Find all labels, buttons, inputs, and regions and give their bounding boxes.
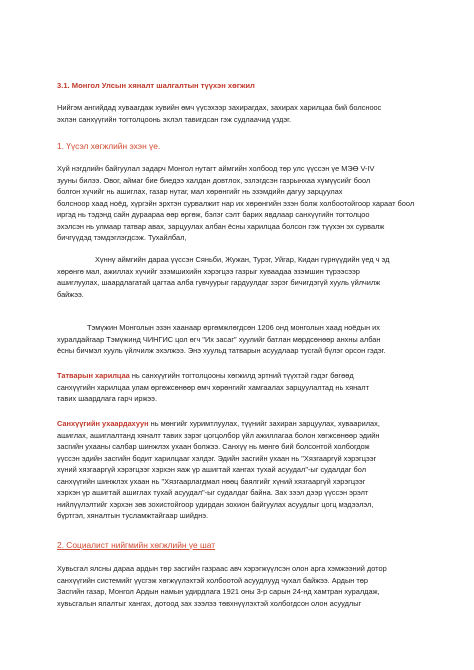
paragraph-line: эхлэн санхүүгийн тогтолцоонь эхлэл тавигдсан гэж судлаачид үздэг. xyxy=(57,114,292,124)
paragraph-line: Хүй нэгдлийн байгуулал задарч Монгол нутагт аймгийн холбоод төр улс үүссэн үе МЭӨ V-IV xyxy=(57,164,375,173)
paragraph-line: санхүүгийн харилцаа улам өргөжсөнөөр өмч хөрөнгийг хамгаалах зарцуулалтад нь хяналт xyxy=(57,382,369,392)
paragraph-5 xyxy=(57,418,419,522)
paragraph-line xyxy=(57,370,419,382)
paragraph-4 xyxy=(57,370,419,405)
section-heading-1 xyxy=(57,140,419,152)
paragraph-6 xyxy=(57,563,419,609)
document-title: 3.1. Монгол Улсын хяналт шалгалтын түүхэн хөгжил xyxy=(57,81,255,90)
paragraph-line: ёсны бичмэл хууль үйлчилж эхэлжээ. Энэ хуульд татварын асуудлаар тусгай бүлэг орсон гэдэг. xyxy=(57,346,386,355)
paragraph-line: үүссэн эдийн засгийн бодит харилцааг хэлдэг. Эдийн засгийн ухаан нь "Хязгааргүй хэрэгцээг xyxy=(57,453,377,463)
highlight-term: Санхүүгийн ухаардахуун xyxy=(57,419,149,428)
paragraph-line: санхүүгийн шинжлэх ухаан нь "Хязгаарлагдмал нөөц баялгийг хүний хязгааргүй хэрэгцээг xyxy=(57,476,366,486)
document-title-block xyxy=(57,80,419,92)
paragraph-line: байжээ. xyxy=(57,289,84,299)
paragraph-line: Хувьсгал ялсны дараа ардын төр засгийн газраас авч хэрэгжүүлсэн олон арга хэмжээний дотор xyxy=(57,564,387,573)
paragraph-line: нийлүүлэлтийг хэрхэн зөв зохистойгоор удирдан зохион байгуулах асуудлыг цогц мэдээлэл, xyxy=(57,499,374,509)
paragraph-1 xyxy=(57,163,419,244)
paragraph-line: хэрхэн үр ашигтай ашиглах тухай асуудал"-ыг судалдаг байна. Зах зээл дээр үүссэн эрэлт xyxy=(57,488,369,497)
section-heading-2 xyxy=(57,539,419,551)
paragraph-line: ашиглах, ашиглалтанд хяналт тавих зэрэг цогцолбор үйл ажиллагаа болон хөгжсөнөөр эдийн xyxy=(57,430,380,440)
paragraph-line: хүний хязгааргүй хэрэгцээг хэрхэн яаж үр ашигтай хангах тухай асуудал"-ыг судалдаг бол xyxy=(57,465,367,474)
paragraph-line: Хүннү аймгийн дараа үүссэн Сяньби, Жужан, Турэг, Уйгар, Кидан гүрнүүдийн үед ч эд xyxy=(95,255,390,264)
paragraph-line xyxy=(57,418,419,430)
paragraph-line: бүртгэл, хяналтын тусламжтайгаар шийднэ. xyxy=(57,511,209,520)
highlight-term: Татварын харилцаа xyxy=(57,371,130,380)
section-heading: 2. Социалист нийгмийн хөгжлийн үе шат xyxy=(57,540,216,550)
paragraph-line-text: нь санхүүгийн тогтолцооны хөгжилд эртний түүхтэй гэдэг бөгөөд xyxy=(129,371,354,380)
paragraph-line: Нийгэм ангийдад хуваагдаж хувийн өмч үүсэхээр захирагдах, захирах харилцаа бий болсноос xyxy=(57,103,382,112)
paragraph-line: болгон хүчийг нь ашиглах, газар нутаг, мал хөрөнгийг нь эзэмдийн дагуу зарцуулах xyxy=(57,187,343,196)
paragraph-line: санхүүгийн системийг үүсгэж хөгжүүлэхтэй холбоотой асуудлууд чухал байжээ. Ардын төр xyxy=(57,575,369,585)
intro-paragraph xyxy=(57,102,419,125)
paragraph-2 xyxy=(57,254,419,300)
paragraph-line: бичгүүдэд тэмдэглэгдсэж. Тухайлбал, xyxy=(57,233,187,242)
paragraph-line: эхэлсэн нь улмаар татвар авах, зарцуулах албан ёсны харилцаа болсон гэж түүхэн эх сурвалж xyxy=(57,221,385,231)
paragraph-line: тавих шаардлага гарч иржээ. xyxy=(57,394,158,403)
paragraph-line: Тэмүжин Монголын эзэн хаанаар өргөмжлөгдсөн 1206 онд монголын хаад ноёдын их xyxy=(87,323,380,332)
paragraph-3 xyxy=(57,322,419,357)
paragraph-line: зууны билээ. Овог, аймаг бие биедээ халдан довтлох, эзлэгдсэн газрынхаа хүмүүсийг боол xyxy=(57,175,371,185)
paragraph-line: засгийн ухааны салбар шинжлэх ухаан болжээ. Санхүү нь мөнгө бий болсонтой холбогдож xyxy=(57,442,370,451)
paragraph-line: хөрөнгө мал, ажиллах хүчийг эзэмшихийн хэрэгцээ газрыг хуваадаа эзэмшин түрээсээр xyxy=(57,266,360,276)
paragraph-line: иргэд нь тэдэнд сайн дураараа өөр өргөж, бэлэг сэлт барих явдлаар санхүүгийн тогтолцоо xyxy=(57,210,370,219)
paragraph-line: хувьсгалын ялалтыг хангах, дотоод зах зээлээ төвхнүүлэхтэй холбогдсон олон асуудлыг xyxy=(57,598,362,608)
paragraph-line: болсноор хаад ноёд, хүргэйн эрхтэн сурвалжит нар их хөрөнгийн эзэн болж холбоотойгоор хараат боол xyxy=(57,198,415,208)
paragraph-line-text: нь мөнгийг хуримтлуулах, түүнийг захиран зарцуулах, хуваарилах, xyxy=(148,419,380,428)
paragraph-line: хуралдайгаар Тэмүжинд ЧИНГИС цол өгч "Их засаг" хуулийг батлан мөрдсөнөөр анхны албан xyxy=(57,334,381,344)
section-heading: 1. Үүсэл хөгжлийн эхэн үе. xyxy=(57,141,161,151)
paragraph-line: ашиглуулах, шаардлагатай цагтаа алба гувчуурыг гардуулдаг зэрэг бичигдэгүй хууль үйлчилж xyxy=(57,278,381,287)
paragraph-line: Засгийн газар, Монгол Ардын намын удирдлага 1921 оны 3-р сарын 24-нд хамтран хуралдаж, xyxy=(57,587,380,596)
